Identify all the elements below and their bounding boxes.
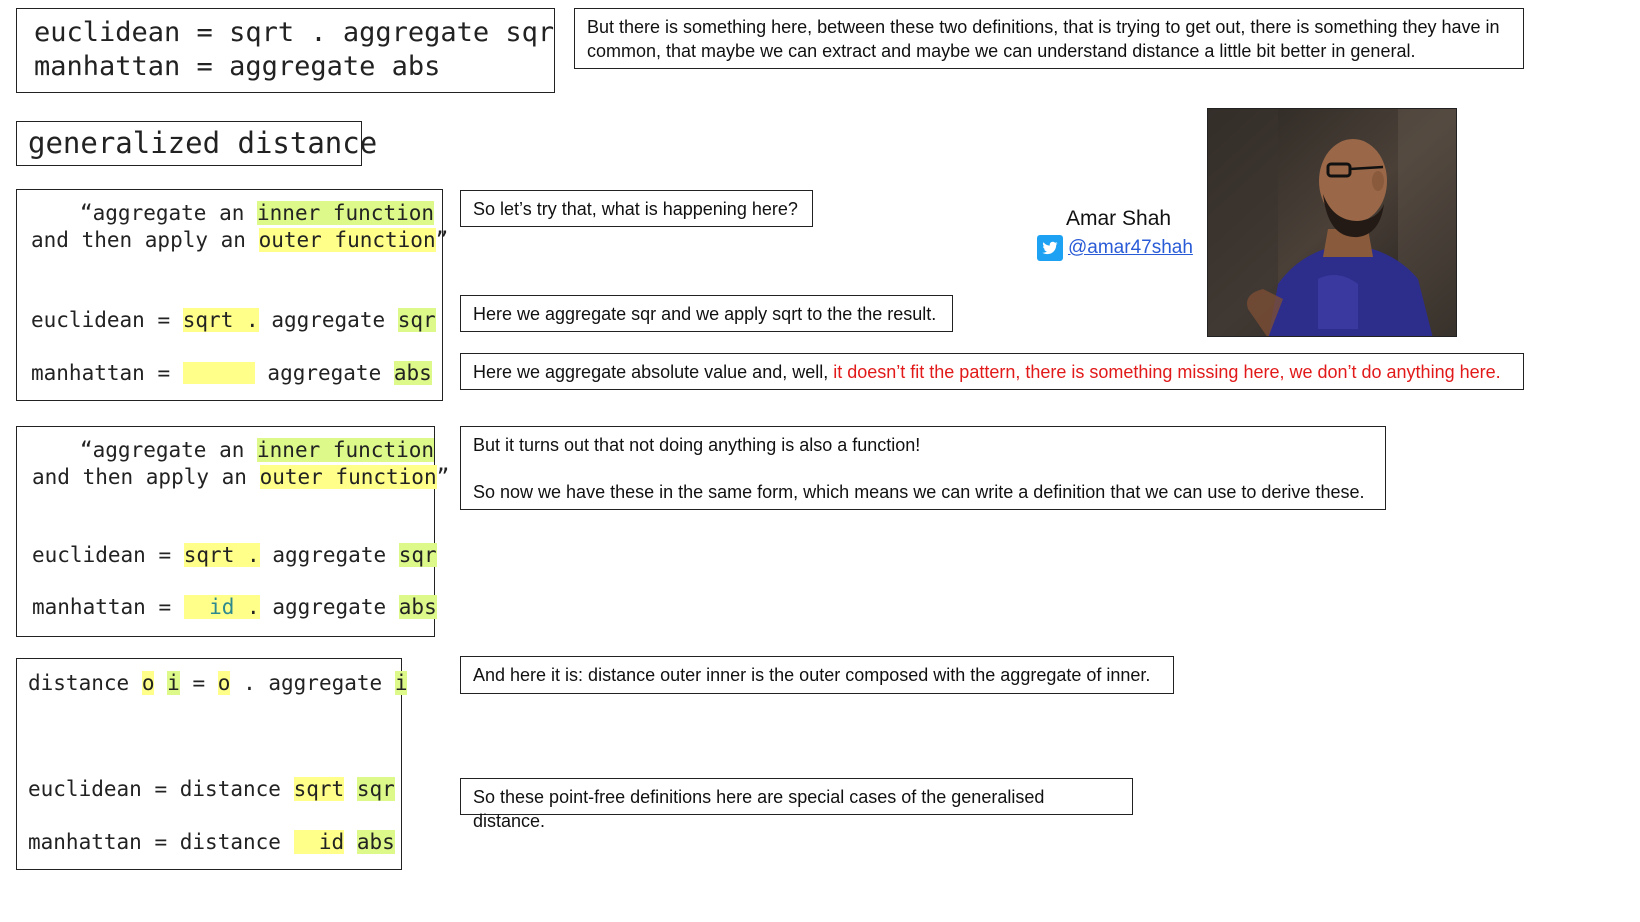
note-4-text: Here we aggregate absolute value and, well, xyxy=(473,362,834,382)
bird-icon xyxy=(1037,235,1063,261)
quote-line-2 xyxy=(32,465,449,489)
equals-sign: = xyxy=(154,830,168,854)
compose-dot: . xyxy=(246,308,259,332)
note-7-text: So these point-free definitions here are special cases of the generalised distance. xyxy=(473,787,1045,831)
manhattan-label: manhattan xyxy=(32,595,146,619)
sqr-text: sqr xyxy=(356,777,395,801)
page-title: generalized distance xyxy=(28,126,378,160)
distance-definition-line xyxy=(28,671,407,695)
top-code-line-1: euclidean = sqrt . aggregate sqr xyxy=(34,17,555,48)
aggregate-text: aggregate xyxy=(268,671,383,695)
abs-text: abs xyxy=(393,361,432,385)
equals-sign: = xyxy=(157,361,171,385)
inner-function-highlight: inner function xyxy=(257,438,435,462)
distance-text: distance xyxy=(179,777,281,801)
outer-slot xyxy=(294,830,345,854)
id-text: id xyxy=(318,830,345,854)
note-5 xyxy=(460,426,1386,510)
note-3-text: Here we aggregate sqr and we apply sqrt to the the result. xyxy=(473,304,937,324)
euclidean-label: euclidean xyxy=(28,777,142,801)
aggregate-text: aggregate xyxy=(267,361,382,385)
outer-slot xyxy=(184,543,260,567)
speaker-photo-image xyxy=(1208,109,1457,337)
note-1-text: But there is something here, between these two definitions, that is trying to get out, there is something they have in common, that maybe we can extract and maybe we can understand distance a little bit better in general. xyxy=(587,17,1500,61)
quote-close: ” xyxy=(435,228,449,252)
quote-line-2 xyxy=(31,228,448,252)
equals-sign: = xyxy=(158,543,172,567)
speaker-photo xyxy=(1207,108,1457,337)
note-6-text: And here it is: distance outer inner is the outer composed with the aggregate of inner. xyxy=(473,665,1151,685)
quote-close: ” xyxy=(436,465,450,489)
twitter-icon xyxy=(1037,235,1063,261)
outer-function-highlight: outer function xyxy=(259,465,437,489)
body-i: i xyxy=(394,671,408,695)
sqr-text: sqr xyxy=(398,543,437,567)
note-3 xyxy=(460,295,953,332)
manhattan-line xyxy=(31,361,432,385)
euclidean-line xyxy=(31,308,436,332)
aggregate-text: aggregate xyxy=(271,308,386,332)
top-code-line-2: manhattan = aggregate abs xyxy=(34,51,441,82)
note-5-line-1: But it turns out that not doing anything is also a function! xyxy=(473,435,921,455)
note-7 xyxy=(460,778,1133,831)
outer-function-highlight: outer function xyxy=(258,228,436,252)
equals-sign: = xyxy=(158,595,172,619)
abs-text: abs xyxy=(398,595,437,619)
manhattan-line xyxy=(28,830,395,854)
quote-line-1 xyxy=(80,201,434,225)
manhattan-label: manhattan xyxy=(28,830,142,854)
aggregate-text: aggregate xyxy=(272,595,387,619)
distance-text: distance xyxy=(179,830,281,854)
note-5-line-2: So now we have these in the same form, which means we can write a definition that we can use to derive these. xyxy=(473,482,1365,502)
id-text: id xyxy=(209,595,235,619)
distance-label: distance xyxy=(28,671,130,695)
equals-sign: = xyxy=(192,671,206,695)
manhattan-label: manhattan xyxy=(31,361,145,385)
compose-dot: . xyxy=(243,671,256,695)
param-i: i xyxy=(167,671,180,695)
compose-dot: . xyxy=(247,543,260,567)
euclidean-label: euclidean xyxy=(31,308,145,332)
body-o: o xyxy=(217,671,231,695)
outer-slot xyxy=(183,308,259,332)
note-2 xyxy=(460,190,813,227)
quote-open: “aggregate an xyxy=(80,201,258,225)
quote-mid: and then apply an xyxy=(32,465,260,489)
quote-mid: and then apply an xyxy=(31,228,259,252)
abs-text: abs xyxy=(356,830,395,854)
note-2-text: So let’s try that, what is happening here? xyxy=(473,199,798,219)
code-block-2 xyxy=(16,426,450,637)
euclidean-line xyxy=(32,543,437,567)
inner-function-highlight: inner function xyxy=(257,201,435,225)
equals-sign: = xyxy=(157,308,171,332)
note-6 xyxy=(460,656,1174,694)
quote-line-1 xyxy=(80,438,434,462)
code-block-1 xyxy=(16,189,449,401)
note-4 xyxy=(460,353,1524,390)
param-o: o xyxy=(141,671,155,695)
quote-open: “aggregate an xyxy=(80,438,258,462)
outer-slot xyxy=(184,595,260,619)
empty-outer-slot xyxy=(183,362,255,384)
sqrt-text: sqrt xyxy=(182,308,234,332)
manhattan-line xyxy=(32,595,437,619)
sqrt-text: sqrt xyxy=(183,543,235,567)
equals-sign: = xyxy=(154,777,168,801)
twitter-handle-link[interactable]: @amar47shah xyxy=(1068,237,1193,258)
heading-box xyxy=(16,121,378,166)
sqrt-text: sqrt xyxy=(293,777,345,801)
euclidean-label: euclidean xyxy=(32,543,146,567)
top-code-box xyxy=(16,8,555,93)
code-block-3 xyxy=(16,658,408,870)
aggregate-text: aggregate xyxy=(272,543,387,567)
compose-dot: . xyxy=(247,595,260,619)
sqr-text: sqr xyxy=(397,308,436,332)
note-1 xyxy=(574,8,1524,69)
speaker-name: Amar Shah xyxy=(1066,207,1172,230)
note-4-red-text: it doesn’t fit the pattern, there is something missing here, we don’t do anything here. xyxy=(833,362,1501,382)
euclidean-line xyxy=(28,777,395,801)
